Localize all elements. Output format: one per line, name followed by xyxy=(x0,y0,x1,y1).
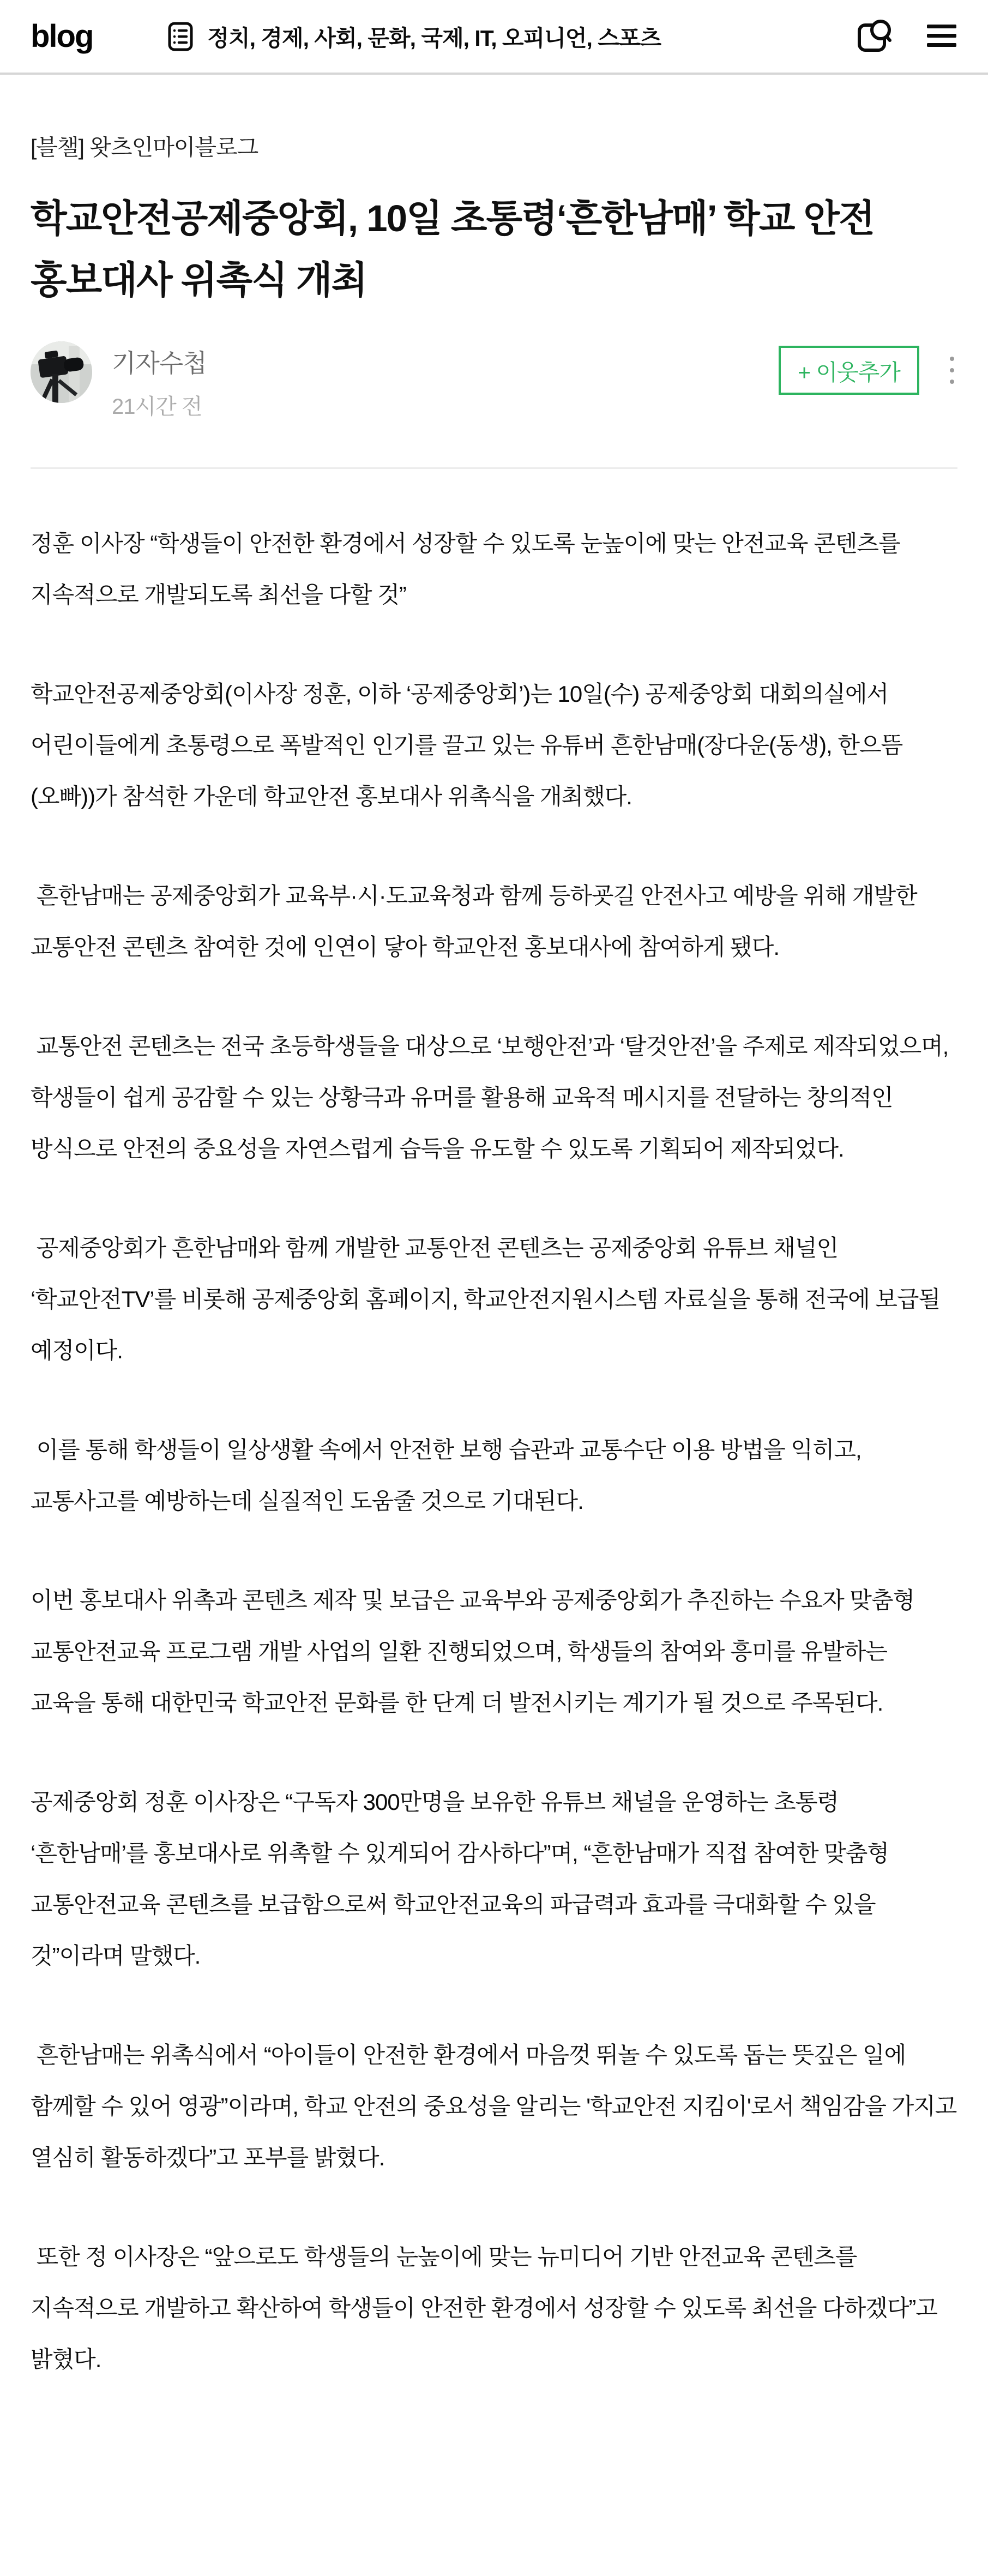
topbar-actions xyxy=(855,16,957,57)
list-icon xyxy=(167,21,194,52)
paragraph: 흔한남매는 공제중앙회가 교육부·시·도교육청과 함께 등하굣길 안전사고 예방을 위해 개발한 교통안전 콘텐츠 참여한 것에 인연이 닿아 학교안전 홍보대사에 참여하게 됐다. xyxy=(31,883,917,960)
author-info xyxy=(112,341,207,420)
paragraph: 공제중앙회 정훈 이사장은 “구독자 300만명을 보유한 유튜브 채널을 운영하는 초통령 ‘흔한남매’를 홍보대사로 위촉할 수 있게되어 감사하다”며, “흔한남매가 직접 참여한 맞춤형 교통안전교육 콘텐츠를 보급함으로써 학교안전교육의 파급력과 효과를 극대화할 수 있을 것”이라며 말했다. xyxy=(31,1789,889,1969)
add-neighbor-button[interactable]: + 이웃추가 xyxy=(779,346,919,395)
post-body xyxy=(31,518,957,2385)
post-category-tag[interactable]: [블챌] 왓츠인마이블로그 xyxy=(31,135,258,160)
paragraph: 학교안전공제중앙회(이사장 정훈, 이하 ‘공제중앙회’)는 10일(수) 공제중앙회 대회의실에서 어린이들에게 초통령으로 폭발적인 인기를 끌고 있는 유튜버 흔한남매(장다운(동생), 한으뜸(오빠))가 참석한 가운데 학교안전 홍보대사 위촉식을 개최했다. xyxy=(31,681,903,809)
paragraph: 공제중앙회가 흔한남매와 함께 개발한 교통안전 콘텐츠는 공제중앙회 유튜브 채널인 ‘학교안전TV’를 비롯해 공제중앙회 홈페이지, 학교안전지원시스템 자료실을 통해 전국에 보급될 예정이다. xyxy=(31,1235,941,1363)
paragraph: 이번 홍보대사 위촉과 콘텐츠 제작 및 보급은 교육부와 공제중앙회가 추진하는 수요자 맞춤형 교통안전교육 프로그램 개발 사업의 일환 진행되었으며, 학생들의 참여와 흥미를 유발하는 교육을 통해 대한민국 학교안전 문화를 한 단계 더 발전시키는 계기가 될 것으로 주목된다. xyxy=(31,1587,915,1716)
author-name[interactable]: 기자수첩 xyxy=(112,349,207,377)
paragraph: 정훈 이사장 “학생들이 안전한 환경에서 성장할 수 있도록 눈높이에 맞는 안전교육 콘텐츠를 지속적으로 개발되도록 최선을 다할 것” xyxy=(31,531,900,607)
paragraph: 또한 정 이사장은 “앞으로도 학생들의 눈높이에 맞는 뉴미디어 기반 안전교육 콘텐츠를 지속적으로 개발하고 확산하여 학생들이 안전한 환경에서 성장할 수 있도록 최선을 다하겠다”고 밝혔다. xyxy=(31,2244,937,2372)
blog-logo[interactable]: blog xyxy=(31,18,93,54)
paragraph: 이를 통해 학생들이 일상생활 속에서 안전한 보행 습관과 교통수단 이용 방법을 익히고, 교통사고를 예방하는데 실질적인 도움줄 것으로 기대된다. xyxy=(31,1437,862,1514)
menu-button[interactable] xyxy=(926,22,957,50)
top-bar xyxy=(0,0,988,75)
paragraph: 흔한남매는 위촉식에서 “아이들이 안전한 환경에서 마음껏 뛰놀 수 있도록 돕는 뜻깊은 일에 함께할 수 있어 영광”이라며, 학교 안전의 중요성을 알리는 '학교안전 지킴이'로서 책임감을 가지고 열심히 활동하겠다”고 포부를 밝혔다. xyxy=(31,2042,957,2170)
news-category-label: 정치, 경제, 사회, 문화, 국제, IT, 오피니언, 스포츠 xyxy=(207,26,661,51)
post-time: 21시간 전 xyxy=(112,395,202,419)
search-button[interactable] xyxy=(855,16,894,57)
paragraph: 교통안전 콘텐츠는 전국 초등학생들을 대상으로 ‘보행안전’과 ‘탈것안전’을 주제로 제작되었으며, 학생들이 쉽게 공감할 수 있는 상황극과 유머를 활용해 교육적 메시지를 전달하는 창의적인 방식으로 안전의 중요성을 자연스럽게 습득을 유도할 수 있도록 기획되어 제작되었다. xyxy=(31,1033,949,1161)
author-row xyxy=(31,341,957,420)
kebab-menu-icon xyxy=(950,357,954,384)
divider xyxy=(31,467,957,469)
more-options-button[interactable] xyxy=(947,353,957,387)
post-title: 학교안전공제중앙회, 10일 초통령‘흔한남매’ 학교 안전 홍보대사 위촉식 개최 xyxy=(31,197,874,301)
post-article xyxy=(0,75,988,2385)
hamburger-icon xyxy=(926,42,957,50)
news-category-menu[interactable] xyxy=(167,20,661,52)
broadcast-camera-photo-icon xyxy=(31,396,92,403)
search-icon xyxy=(855,49,894,57)
avatar[interactable] xyxy=(31,341,92,403)
